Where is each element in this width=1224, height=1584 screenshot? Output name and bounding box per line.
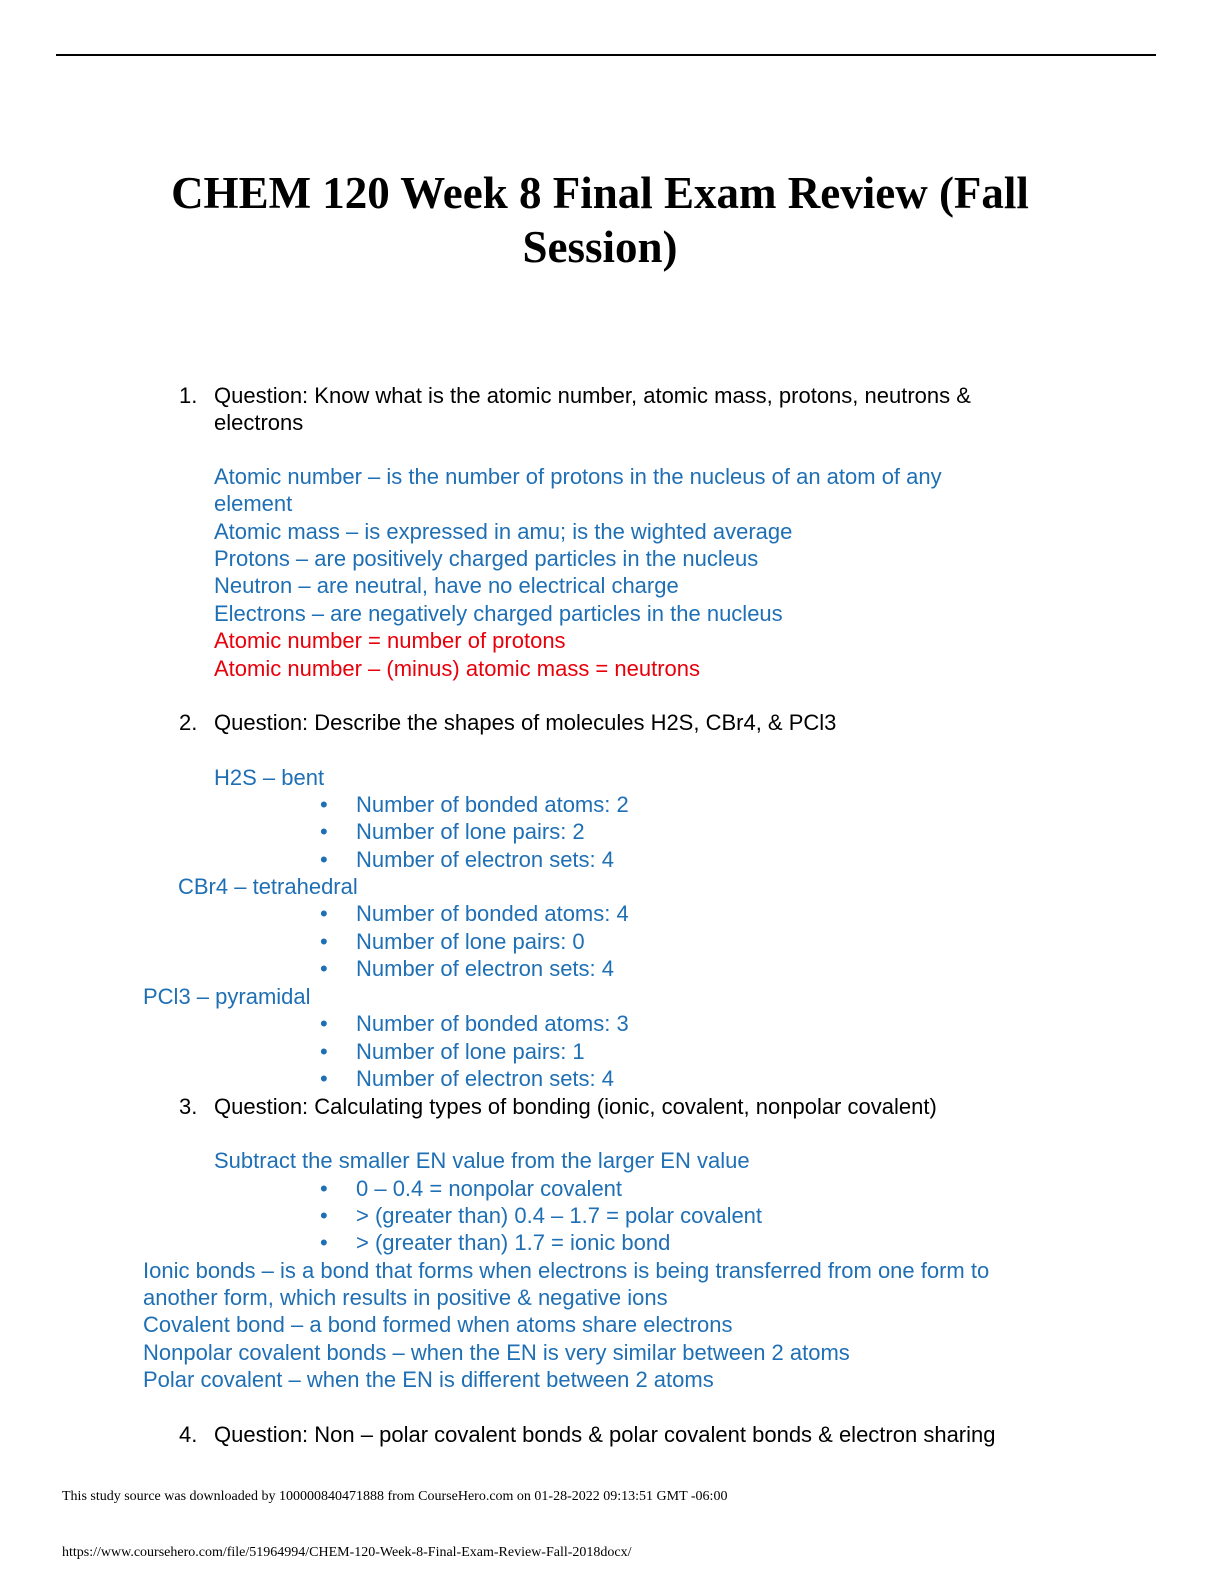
bullet: • [320,847,328,872]
q3-item-3: > (greater than) 1.7 = ionic bond [356,1230,671,1255]
pcl3-item-2: Number of lone pairs: 1 [356,1039,585,1064]
bullet: • [320,819,328,844]
bullet: • [320,1176,328,1201]
q1-rule-1: Atomic number = number of protons [214,628,566,653]
q3-question: Question: Calculating types of bonding (ionic, covalent, nonpolar covalent) [214,1094,937,1119]
bullet: • [320,901,328,926]
footer-source: This study source was downloaded by 100000840471888 from CourseHero.com on 01-28-2022 09:13:51 GMT -06:00 [62,1489,728,1504]
q1-answer-3: Atomic mass – is expressed in amu; is the wighted average [214,519,793,544]
footer-url[interactable]: https://www.coursehero.com/file/51964994/CHEM-120-Week-8-Final-Exam-Review-Fall-2018docx/ [62,1545,632,1560]
cbr4-item-1: Number of bonded atoms: 4 [356,901,629,926]
pcl3-item-3: Number of electron sets: 4 [356,1066,615,1091]
bullet: • [320,1066,328,1091]
q3-item-2: > (greater than) 0.4 – 1.7 = polar covalent [356,1203,763,1228]
h2s-label: H2S – bent [214,765,325,790]
top-rule [56,54,1156,56]
q3-def-3: Covalent bond – a bond formed when atoms share electrons [143,1312,733,1337]
q1-question-line-1: Question: Know what is the atomic number, atomic mass, protons, neutrons & [214,383,971,408]
q3-def-4: Nonpolar covalent bonds – when the EN is very similar between 2 atoms [143,1340,850,1365]
pcl3-item-1: Number of bonded atoms: 3 [356,1011,629,1036]
title-line-1: CHEM 120 Week 8 Final Exam Review (Fall [171,168,1029,218]
bullet: • [320,1230,328,1255]
q1-answer-1: Atomic number – is the number of protons in the nucleus of an atom of any [214,464,942,489]
q3-def-5: Polar covalent – when the EN is different between 2 atoms [143,1367,714,1392]
document-title [100,166,1100,274]
title-line-2: Session) [522,222,678,272]
q1-question-line-2: electrons [214,410,304,435]
h2s-item-2: Number of lone pairs: 2 [356,819,585,844]
q3-intro: Subtract the smaller EN value from the larger EN value [214,1148,750,1173]
bullet: • [320,1203,328,1228]
q1-answer-6: Electrons – are negatively charged particles in the nucleus [214,601,783,626]
bullet: • [320,1011,328,1036]
q1-answer-5: Neutron – are neutral, have no electrical charge [214,573,679,598]
bullet: • [320,1039,328,1064]
bullet: • [320,929,328,954]
q4-number: 4. [179,1422,198,1447]
q4-question: Question: Non – polar covalent bonds & polar covalent bonds & electron sharing [214,1422,996,1447]
bullet: • [320,792,328,817]
bullet: • [320,956,328,981]
q1-rule-2: Atomic number – (minus) atomic mass = neutrons [214,656,701,681]
q3-def-1: Ionic bonds – is a bond that forms when electrons is being transferred from one form to [143,1258,990,1283]
q3-number: 3. [179,1094,198,1119]
q3-item-1: 0 – 0.4 = nonpolar covalent [356,1176,623,1201]
pcl3-label: PCl3 – pyramidal [143,984,311,1009]
q1-answer-4: Protons – are positively charged particles in the nucleus [214,546,759,571]
cbr4-item-3: Number of electron sets: 4 [356,956,615,981]
cbr4-label: CBr4 – tetrahedral [178,874,358,899]
h2s-item-3: Number of electron sets: 4 [356,847,615,872]
h2s-item-1: Number of bonded atoms: 2 [356,792,629,817]
q1-number: 1. [179,383,198,408]
q2-number: 2. [179,710,198,735]
q2-question: Question: Describe the shapes of molecules H2S, CBr4, & PCl3 [214,710,837,735]
q3-def-2: another form, which results in positive & negative ions [143,1285,668,1310]
cbr4-item-2: Number of lone pairs: 0 [356,929,585,954]
q1-answer-2: element [214,491,293,516]
